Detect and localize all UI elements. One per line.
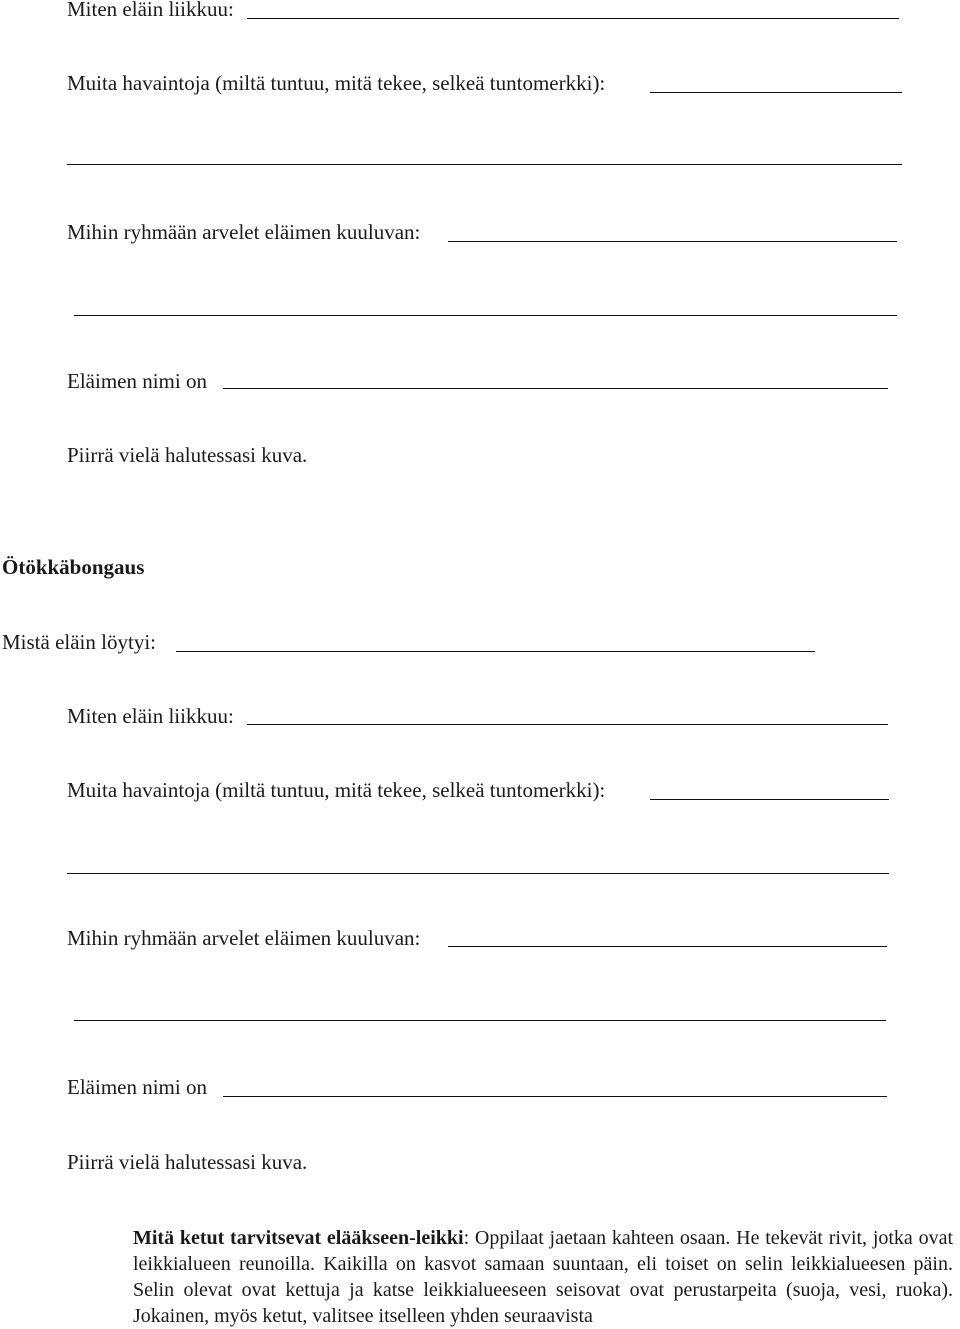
group-answer-line[interactable]: [448, 241, 897, 242]
game-text: Oppilaat jaetaan kahteen osaan. He tekevät rivit, jotka ovat leikkialueen reunoilla. Kaikilla on kasvot samaan suuntaan, eli toiset on selin leikkialueesen päin. Selin olevat ovat kettuja ja katse leikkialueeseen seisovat ovat perustarpeita (suoja, vesi, ruoka). Jokainen, myös ketut, valitsee itselleen yhden seuraavista: [133, 1227, 954, 1327]
section-title: Ötökkäbongaus: [2, 555, 145, 579]
group-answer-line-2[interactable]: [74, 1020, 886, 1021]
name-answer-line[interactable]: [223, 388, 888, 389]
observations-answer-line[interactable]: [650, 92, 902, 93]
found-answer-line[interactable]: [176, 651, 815, 652]
group-label: Mihin ryhmään arvelet eläimen kuuluvan:: [67, 926, 421, 950]
observations-answer-line[interactable]: [650, 799, 889, 800]
movement-label: Miten eläin liikkuu:: [67, 704, 234, 728]
name-label: Eläimen nimi on: [67, 1075, 207, 1099]
game-title-colon: :: [463, 1227, 470, 1249]
observations-label: Muita havaintoja (miltä tuntuu, mitä tekee, selkeä tuntomerkki):: [67, 71, 606, 95]
observations-label: Muita havaintoja (miltä tuntuu, mitä tekee, selkeä tuntomerkki):: [67, 778, 606, 802]
game-title: Mitä ketut tarvitsevat elääkseen-leikki: [133, 1227, 464, 1249]
game-description: [133, 1225, 953, 1329]
draw-instruction: Piirrä vielä halutessasi kuva.: [67, 443, 308, 467]
draw-instruction: Piirrä vielä halutessasi kuva.: [67, 1150, 308, 1174]
movement-answer-line[interactable]: [247, 18, 899, 19]
name-answer-line[interactable]: [223, 1096, 887, 1097]
found-label: Mistä eläin löytyi:: [2, 630, 156, 654]
movement-label: Miten eläin liikkuu:: [67, 0, 234, 21]
movement-answer-line[interactable]: [247, 724, 888, 725]
observations-answer-line-2[interactable]: [67, 873, 889, 874]
group-label: Mihin ryhmään arvelet eläimen kuuluvan:: [67, 220, 421, 244]
group-answer-line[interactable]: [448, 946, 887, 947]
name-label: Eläimen nimi on: [67, 369, 207, 393]
observations-answer-line-2[interactable]: [67, 164, 902, 165]
group-answer-line-2[interactable]: [74, 315, 897, 316]
